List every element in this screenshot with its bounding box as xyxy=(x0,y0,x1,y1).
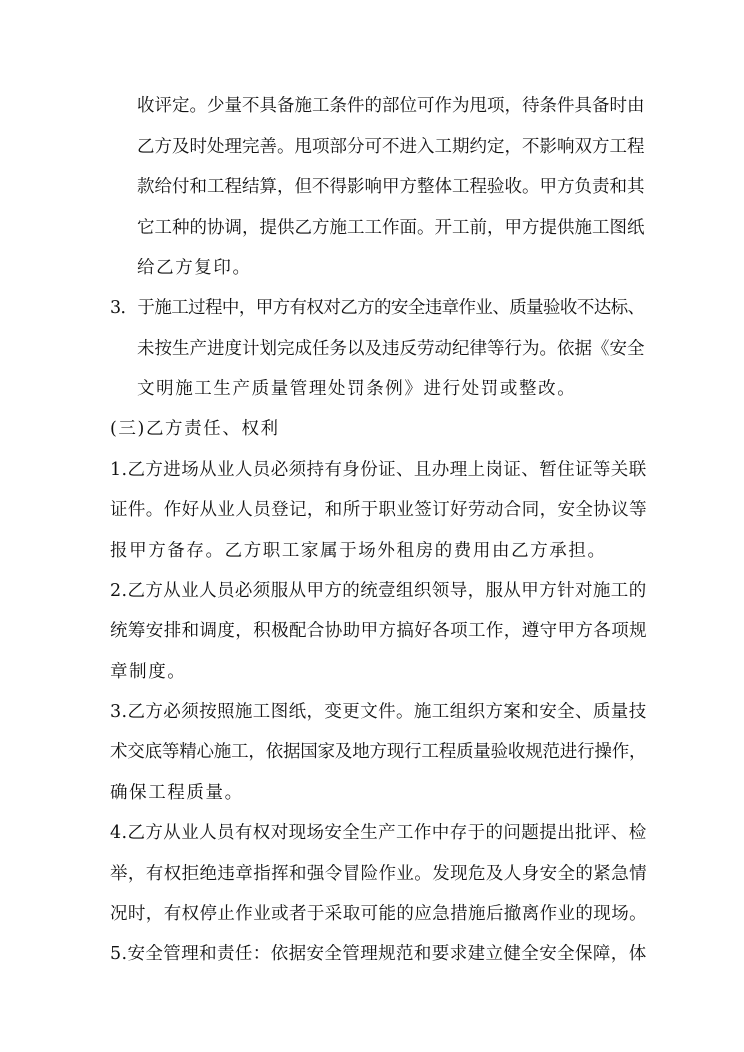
text-line: 况时，有权停止作业或者于采取可能的应急措施后撤离作业的现场。 xyxy=(110,904,647,924)
list-item-3-line-1: 3．于施工过程中，甲方有权对乙方的安全违章作业、质量验收不达标、 xyxy=(110,298,645,318)
text-line: 收评定。少量不具备施工条件的部位可作为甩项，待条件具备时由 xyxy=(137,96,645,116)
text-line: 报甲方备存。乙方职工家属于场外租房的费用由乙方承担。 xyxy=(110,541,607,561)
text-line: 它工种的协调，提供乙方施工工作面。开工前，甲方提供施工图纸 xyxy=(137,218,645,238)
section-heading: (三)乙方责任、权利 xyxy=(110,419,280,439)
list-item-2-line-1: 2.乙方从业人员必须服从甲方的统壹组织领导，服从甲方针对施工的 xyxy=(110,581,647,601)
list-item-5-line-1: 5.安全管理和责任：依据安全管理规范和要求建立健全安全保障，体 xyxy=(110,944,647,964)
text-line: 章制度。 xyxy=(110,662,187,682)
text-line: 乙方及时处理完善。甩项部分可不进入工期约定，不影响双方工程 xyxy=(137,137,645,157)
text-line: 未按生产进度计划完成任务以及违反劳动纪律等行为。依据《安全 xyxy=(137,339,645,359)
list-item-3-line-1: 3.乙方必须按照施工图纸，变更文件。施工组织方案和安全、质量技 xyxy=(110,702,647,722)
list-item-4-line-1: 4.乙方从业人员有权对现场安全生产工作中存于的问题提出批评、检 xyxy=(110,823,647,843)
text-line: 证件。作好从业人员登记，和所于职业签订好劳动合同，安全协议等 xyxy=(110,500,647,520)
list-item-1-line-1: 1.乙方进场从业人员必须持有身份证、且办理上岗证、暂住证等关联 xyxy=(110,460,647,480)
text-line: 确保工程质量。 xyxy=(110,783,244,803)
text-line: 文明施工生产质量管理处罚条例》进行处罚或整改。 xyxy=(137,379,577,399)
text-line: 给乙方复印。 xyxy=(137,258,252,278)
text-line: 举，有权拒绝违章指挥和强令冒险作业。发现危及人身安全的紧急情 xyxy=(110,864,647,884)
text-line: 款给付和工程结算，但不得影响甲方整体工程验收。甲方负责和其 xyxy=(137,177,645,197)
text-line: 统筹安排和调度，积极配合协助甲方搞好各项工作，遵守甲方各项规 xyxy=(110,621,647,641)
text-line: 术交底等精心施工，依据国家及地方现行工程质量验收规范进行操作， xyxy=(110,742,647,762)
